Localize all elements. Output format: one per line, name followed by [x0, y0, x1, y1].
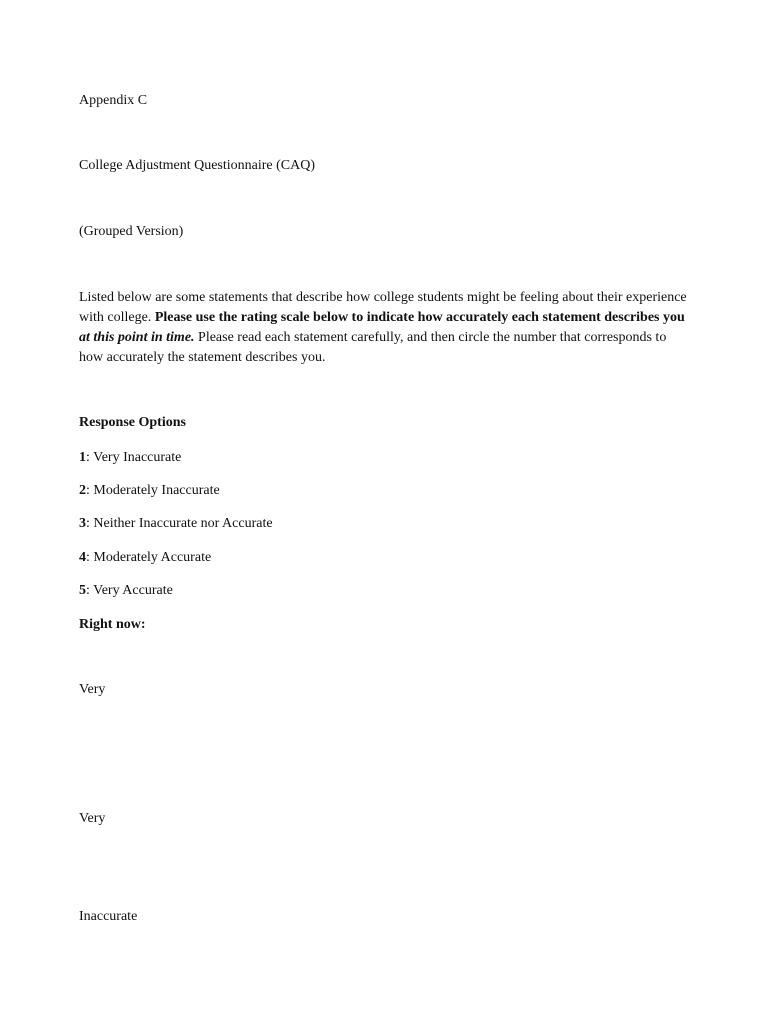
- scale-fragment-3: Inaccurate: [79, 909, 138, 924]
- option-label: : Very Inaccurate: [86, 450, 182, 465]
- option-label: : Moderately Inaccurate: [86, 483, 220, 498]
- appendix-label: Appendix C: [79, 93, 148, 108]
- instructions-text-1: Listed below are some statements that describe how college students might be feeling about their experience with college.: [79, 290, 687, 325]
- document-version: (Grouped Version): [79, 224, 184, 239]
- option-number: 1: [79, 450, 86, 465]
- response-option-5: [79, 581, 173, 601]
- instructions-paragraph: [79, 288, 689, 368]
- scale-fragment-1: Very: [79, 682, 106, 697]
- option-number: 3: [79, 516, 86, 531]
- document-title: College Adjustment Questionnaire (CAQ): [79, 158, 316, 173]
- option-number: 5: [79, 583, 86, 598]
- instructions-bold-text: Please use the rating scale below to indicate how accurately each statement describes you: [154, 310, 685, 325]
- instructions-bold-italic-text: at this point in time.: [79, 330, 195, 345]
- scale-fragment-2: Very: [79, 811, 106, 826]
- instructions-text-2: Please read each statement carefully, and then circle the number that corresponds to how accurately the statement describes you.: [79, 330, 667, 365]
- response-option-3: [79, 514, 273, 534]
- response-option-1: [79, 448, 181, 468]
- option-number: 4: [79, 550, 86, 565]
- option-label: : Neither Inaccurate nor Accurate: [86, 516, 273, 531]
- right-now-label: Right now:: [79, 617, 146, 632]
- response-options-heading: Response Options: [79, 415, 186, 430]
- response-option-2: [79, 481, 220, 501]
- option-label: : Moderately Accurate: [86, 550, 212, 565]
- option-number: 2: [79, 483, 86, 498]
- option-label: : Very Accurate: [86, 583, 173, 598]
- response-option-4: [79, 548, 211, 568]
